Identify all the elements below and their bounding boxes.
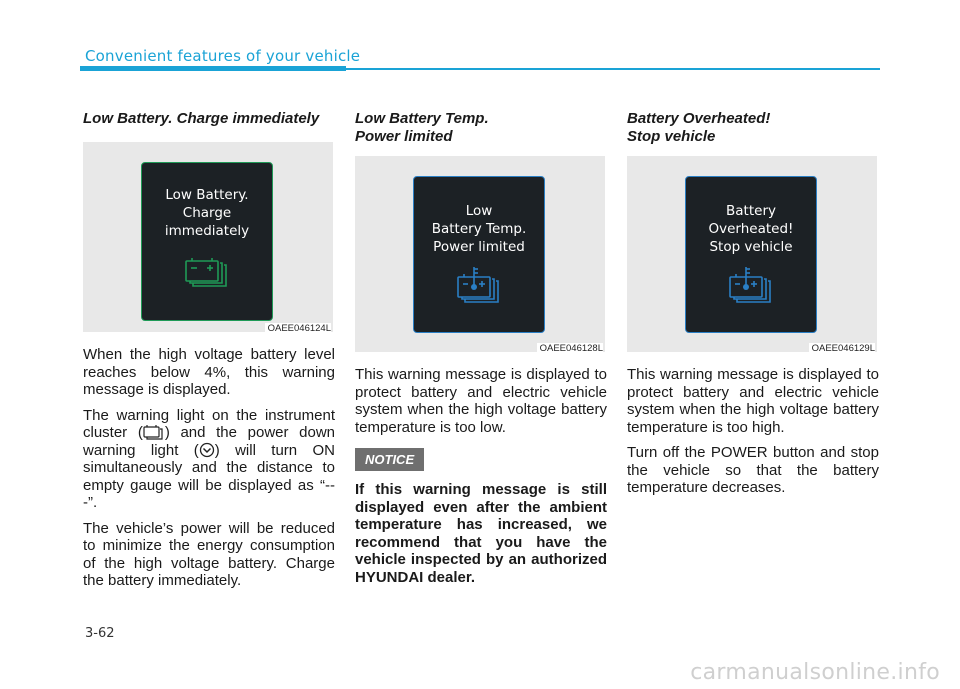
paragraph: The vehicle’s power will be reduced to minimize the energy consumption of the high voltage battery. Charge the battery immediately. [83, 519, 335, 589]
heading-battery-overheated: Battery Overheated! Stop vehicle [627, 110, 771, 145]
battery-warning-icon [143, 424, 165, 440]
column-low-battery-temp [355, 110, 607, 594]
battery-temperature-icon [456, 265, 504, 305]
paragraph: When the high voltage battery level reaches below 4%, this warning message is displayed. [83, 346, 335, 398]
column-battery-overheated [627, 110, 879, 505]
header-rule-thin [346, 68, 880, 70]
cluster-screen [413, 176, 545, 333]
cluster-screen [141, 162, 273, 321]
screen-line: immediately [164, 223, 250, 239]
screen-line: Low Battery. [165, 187, 249, 203]
figure-low-battery-temp [355, 156, 605, 352]
battery-warning-icon [184, 255, 232, 289]
screen-line: Overheated! [708, 221, 794, 237]
figure-code: OAEE046129L [809, 343, 875, 354]
header-rule-thick [80, 66, 346, 71]
notice-label: NOTICE [355, 448, 424, 471]
paragraph-with-icons: The warning light on the instrument cluster ( ) and the power down warning light ( ) will turn ON simultaneously and the distance to empty gauge will be displayed as “---”. [83, 406, 335, 511]
paragraph: This warning message is displayed to protect battery and electric vehicle system when the high voltage battery temperature is too low. [355, 366, 607, 436]
screen-line: Power limited [433, 239, 525, 255]
heading-low-battery: Low Battery. Charge immediately [83, 110, 320, 127]
page-number: 3-62 [85, 626, 115, 641]
battery-temperature-icon [728, 265, 776, 305]
figure-battery-overheated [627, 156, 877, 352]
paragraph: This warning message is displayed to protect battery and electric vehicle system when the high voltage battery temperature is too high. [627, 366, 879, 436]
screen-line: Battery Temp. [431, 221, 527, 237]
watermark: carmanualsonline.info [690, 660, 940, 685]
figure-low-battery [83, 142, 333, 332]
figure-code: OAEE046128L [537, 343, 603, 354]
cluster-screen [685, 176, 817, 333]
power-down-icon [199, 442, 215, 458]
screen-line: Charge [182, 205, 232, 221]
paragraph: Turn off the POWER button and stop the vehicle so that the battery temperature decreases. [627, 444, 879, 496]
heading-low-battery-temp: Low Battery Temp. Power limited [355, 110, 489, 145]
notice-text: If this warning message is still displayed even after the ambient temperature has increased, we recommend that you have the vehicle inspected by an authorized HYUNDAI dealer. [355, 481, 607, 586]
screen-line: Battery [726, 203, 776, 219]
figure-code: OAEE046124L [265, 323, 331, 334]
section-title: Convenient features of your vehicle [85, 47, 361, 65]
screen-line: Stop vehicle [709, 239, 793, 255]
screen-line: Low [465, 203, 493, 219]
column-low-battery [83, 110, 335, 598]
